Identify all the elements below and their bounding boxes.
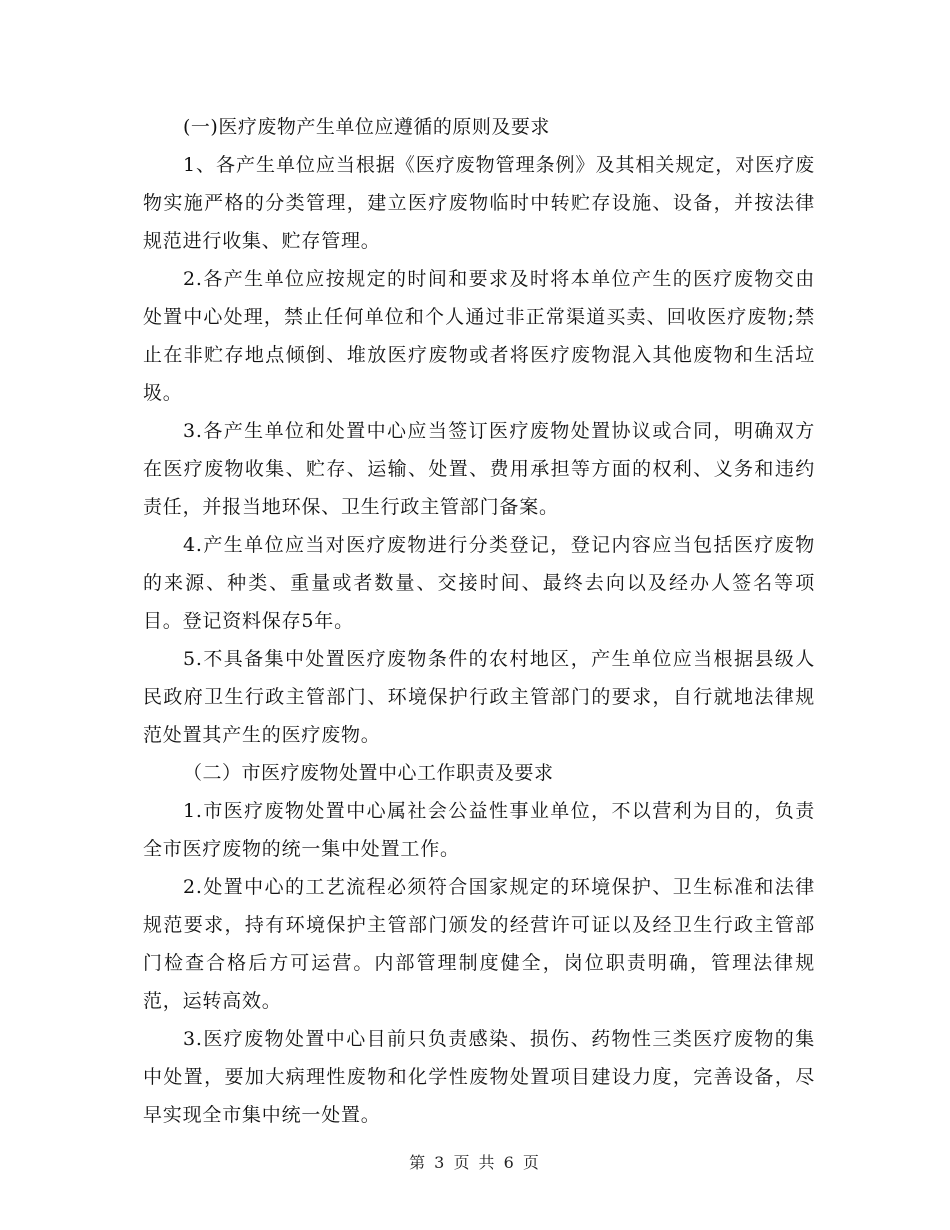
paragraph-1-4: 4.产生单位应当对医疗废物进行分类登记，登记内容应当包括医疗废物的来源、种类、重量或者数量、交接时间、最终去向以及经办人签名等项目。登记资料保存5年。 xyxy=(143,534,815,632)
paragraph-1-3: 3.各产生单位和处置中心应当签订医疗废物处置协议或合同，明确双方在医疗废物收集、贮存、运输、处置、费用承担等方面的权利、义务和违约责任，并报当地环保、卫生行政主管部门备案。 xyxy=(143,420,815,518)
paragraph-2-3: 3.医疗废物处置中心目前只负责感染、损伤、药物性三类医疗废物的集中处置，要加大病理性废物和化学性废物处置项目建设力度，完善设备，尽早实现全市集中统一处置。 xyxy=(143,1028,815,1126)
paragraph-1-1: 1、各产生单位应当根据《医疗废物管理条例》及其相关规定，对医疗废物实施严格的分类管理，建立医疗废物临时中转贮存设施、设备，并按法律规范进行收集、贮存管理。 xyxy=(143,154,815,252)
section-heading-1: (一)医疗废物产生单位应遵循的原则及要求 xyxy=(183,116,550,138)
page-number-footer: 第 3 页 共 6 页 xyxy=(409,1153,541,1172)
paragraph-2-2: 2.处置中心的工艺流程必须符合国家规定的环境保护、卫生标准和法律规范要求，持有环境保护主管部门颁发的经营许可证以及经卫生行政主管部门检查合格后方可运营。内部管理制度健全，岗位职责明确，管理法律规范，运转高效。 xyxy=(143,876,815,1012)
paragraph-1-2: 2.各产生单位应按规定的时间和要求及时将本单位产生的医疗废物交由处置中心处理，禁止任何单位和个人通过非正常渠道买卖、回收医疗废物;禁止在非贮存地点倾倒、堆放医疗废物或者将医疗废物混入其他废物和生活垃圾。 xyxy=(143,268,815,404)
document-body xyxy=(143,108,815,1134)
section-heading-2: （二）市医疗废物处置中心工作职责及要求 xyxy=(183,762,554,784)
paragraph-2-1: 1.市医疗废物处置中心属社会公益性事业单位，不以营利为目的，负责全市医疗废物的统一集中处置工作。 xyxy=(143,800,815,860)
paragraph-1-5: 5.不具备集中处置医疗废物条件的农村地区，产生单位应当根据县级人民政府卫生行政主管部门、环境保护行政主管部门的要求，自行就地法律规范处置其产生的医疗废物。 xyxy=(143,648,815,746)
